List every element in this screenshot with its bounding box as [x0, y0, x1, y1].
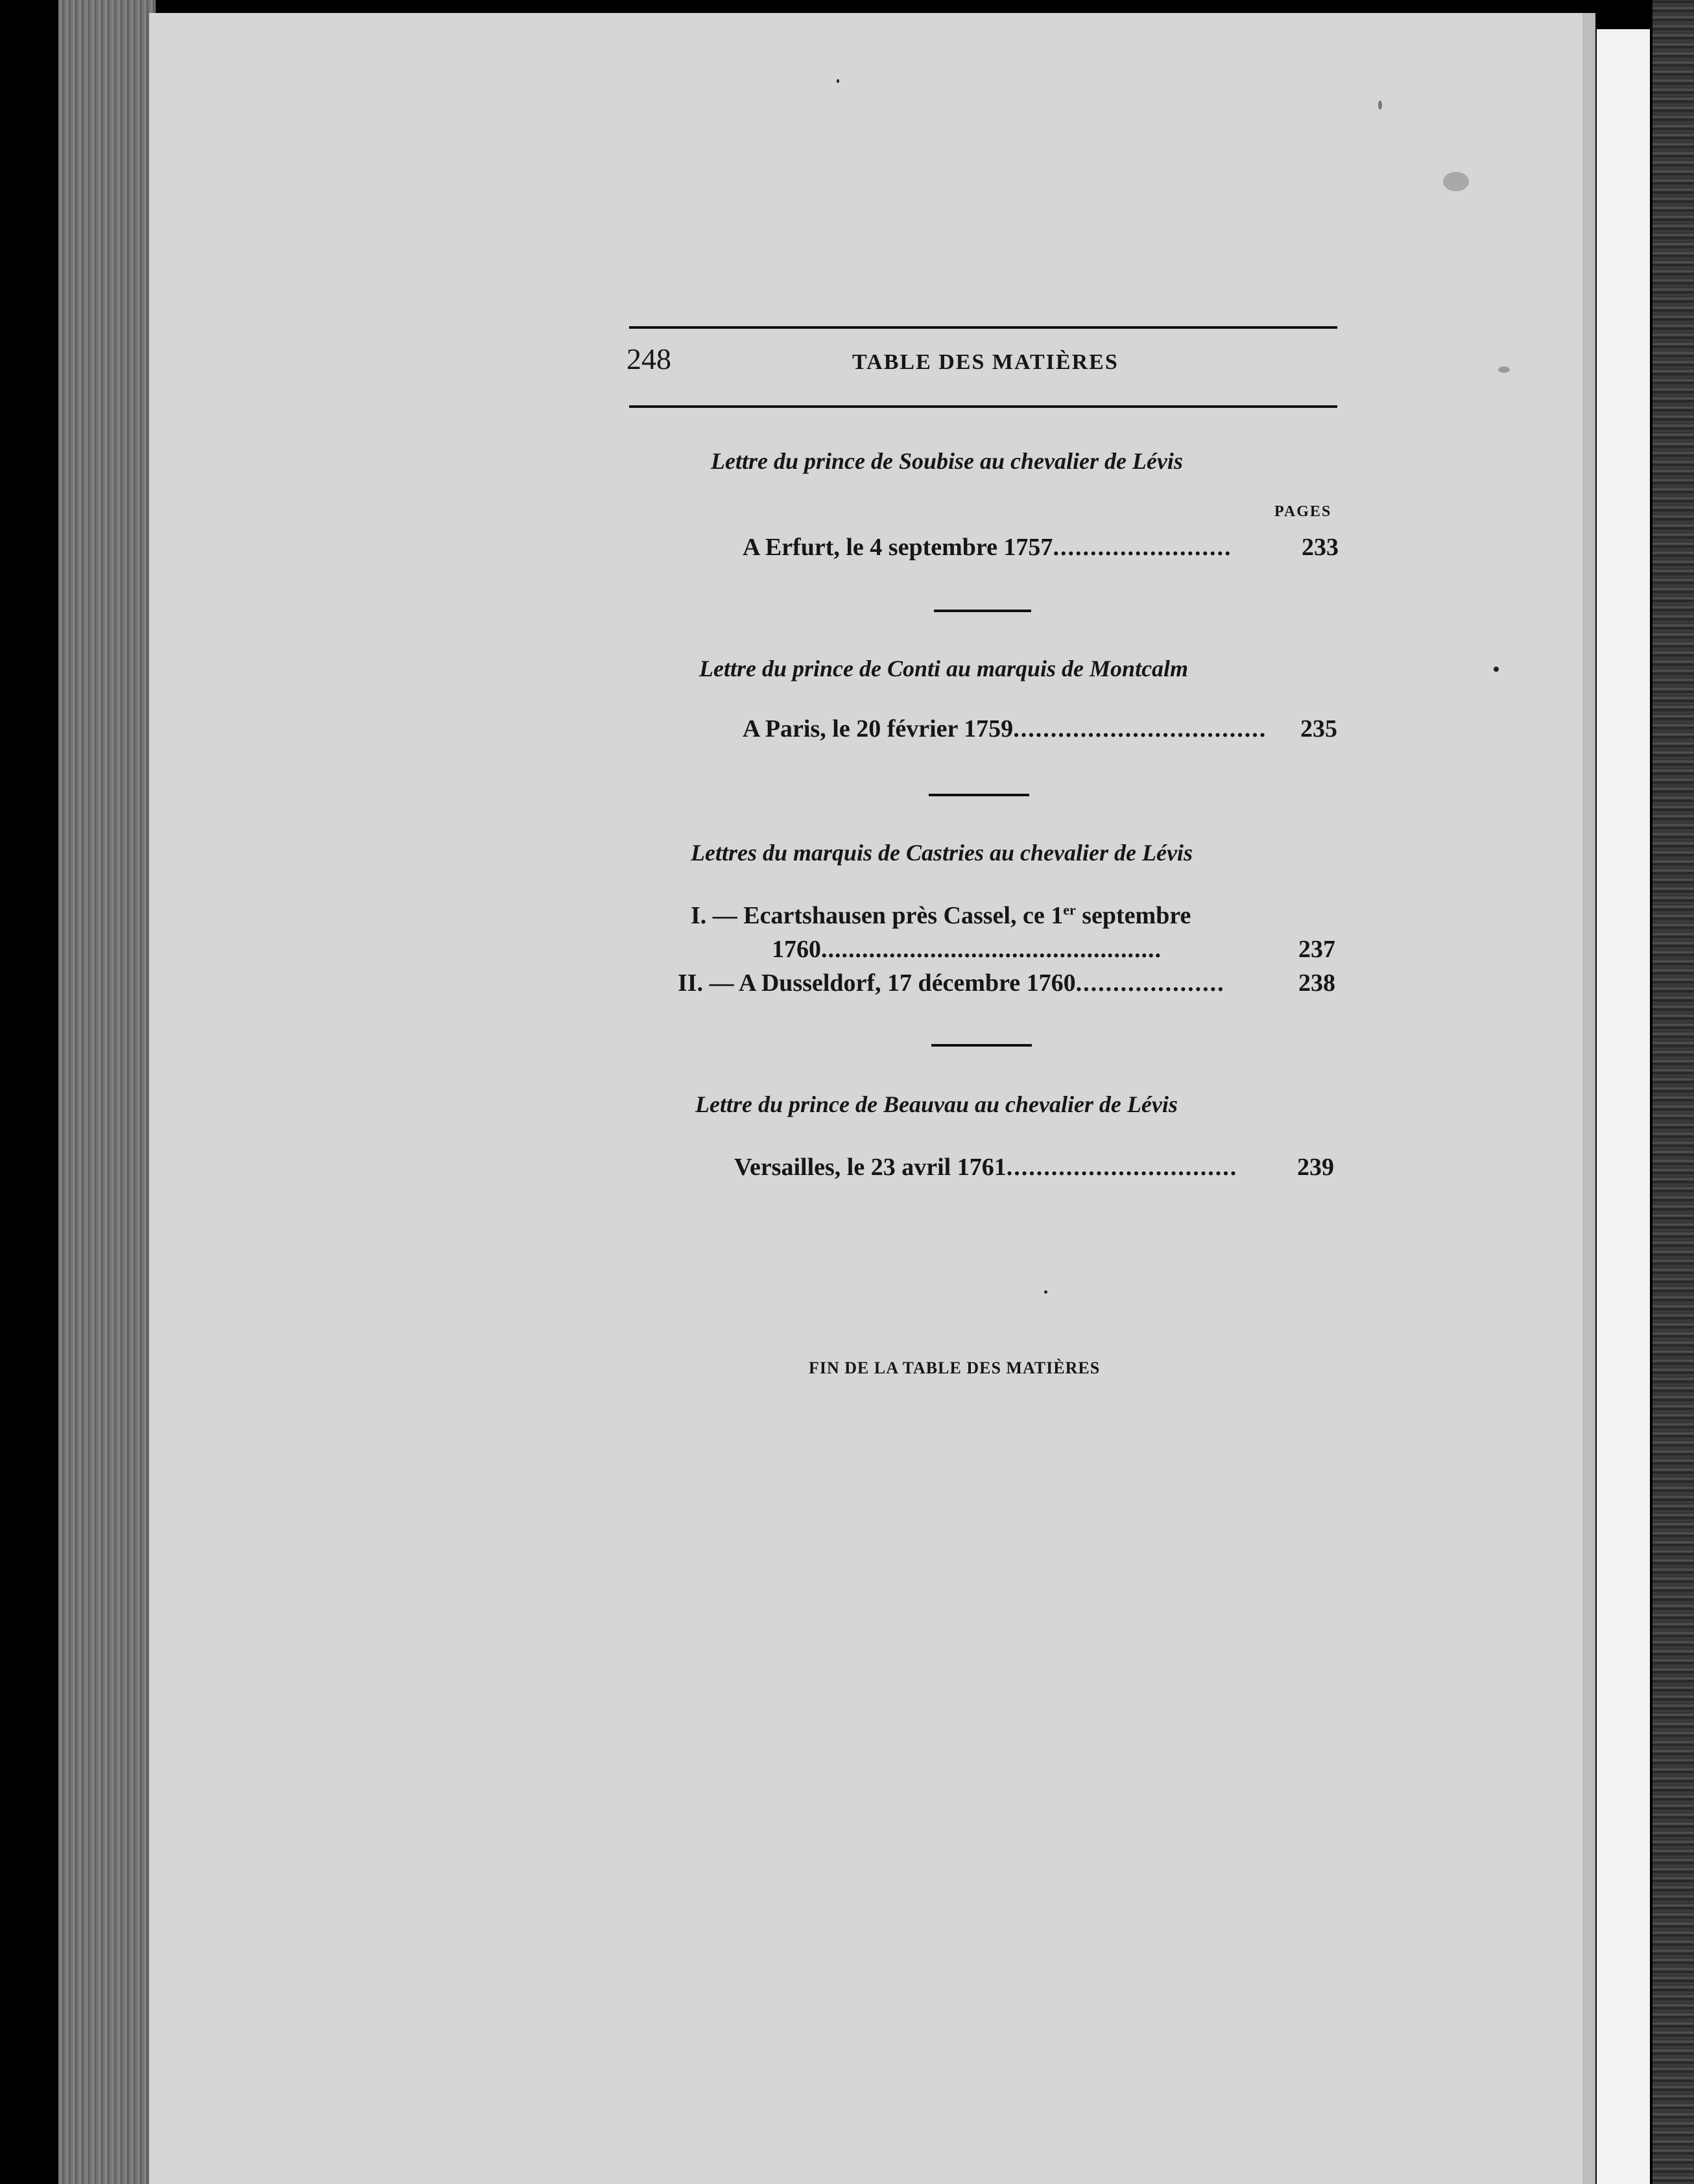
toc-entry [743, 715, 1267, 743]
entry-text: A Paris, le 20 février 1759 [743, 715, 1014, 742]
toc-entry [734, 1153, 1237, 1181]
section-divider [934, 610, 1031, 612]
page-number: 248 [626, 342, 671, 375]
dot-leader: .................................. [1013, 715, 1267, 742]
header-top-rule [629, 326, 1337, 329]
entry-text: A Erfurt, le 4 septembre 1757 [743, 534, 1053, 561]
scan-speck [1494, 667, 1499, 672]
pages-label: PAGES [1274, 503, 1332, 520]
toc-entry-continuation [772, 935, 1162, 964]
section-divider [929, 794, 1029, 796]
entry-numeral: II. — [678, 969, 734, 997]
entry-numeral: I. — [691, 902, 737, 929]
page-ref: 233 [1302, 534, 1339, 561]
section-heading: Lettres du marquis de Castries au chevalier de Lévis [691, 840, 1193, 866]
scan-speck [1378, 101, 1382, 110]
superscript: er [1063, 901, 1076, 918]
page-ref: 238 [1298, 969, 1335, 997]
page-ref: 235 [1300, 715, 1337, 742]
entry-text: Versailles, le 23 avril 1761 [734, 1154, 1007, 1181]
header-bottom-rule [629, 405, 1337, 408]
scanner-margin-strip [1597, 29, 1650, 2184]
scanner-border [1652, 0, 1694, 2184]
toc-entry [691, 901, 1191, 930]
scan-speck [1443, 172, 1469, 191]
dot-leader: .................................................. [821, 936, 1162, 963]
page-ref: 237 [1298, 936, 1335, 963]
scan-speck [837, 79, 839, 83]
entry-text: 1760 [772, 936, 821, 963]
dot-leader: ........................ [1053, 534, 1232, 561]
scan-speck [1044, 1290, 1047, 1294]
entry-text: A Dusseldorf, 17 décembre 1760 [738, 969, 1076, 997]
section-heading: Lettre du prince de Beauvau au chevalier de Lévis [695, 1091, 1178, 1117]
page-ref: 239 [1297, 1154, 1334, 1181]
running-title: TABLE DES MATIÈRES [852, 350, 1119, 374]
dot-leader: ............................... [1006, 1154, 1238, 1181]
section-heading: Lettre du prince de Soubise au chevalier de Lévis [711, 448, 1183, 474]
entry-text: Ecartshausen près Cassel, ce 1 [743, 902, 1064, 929]
toc-entry [678, 969, 1225, 997]
page-right-edge [1582, 13, 1595, 2184]
section-divider [931, 1044, 1032, 1047]
end-note: FIN DE LA TABLE DES MATIÈRES [809, 1359, 1101, 1377]
dot-leader: .................... [1075, 969, 1225, 997]
entry-text-end: septembre [1082, 902, 1191, 929]
section-heading: Lettre du prince de Conti au marquis de Montcalm [699, 656, 1189, 682]
scan-speck [1498, 366, 1510, 373]
toc-entry [743, 533, 1232, 562]
book-page-edges [58, 0, 156, 2184]
